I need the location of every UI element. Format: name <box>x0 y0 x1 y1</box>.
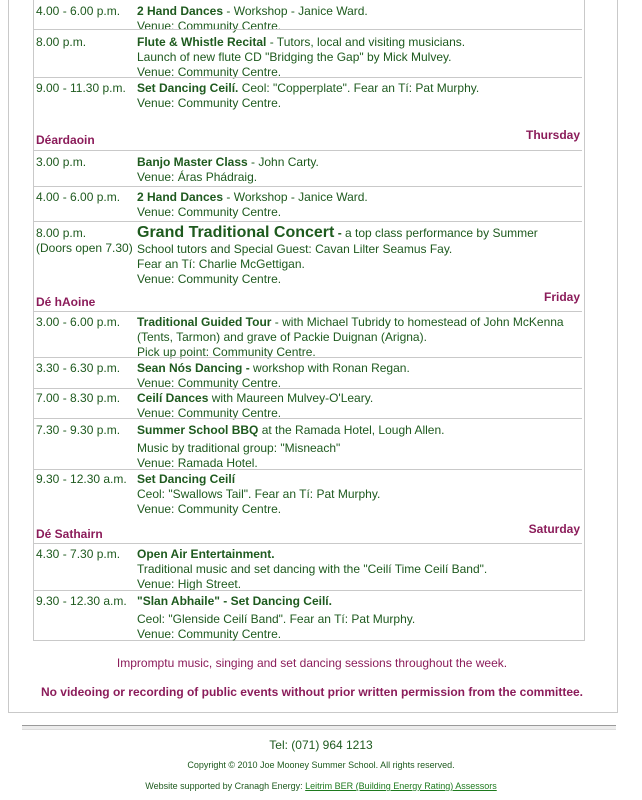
event-time: 3.00 p.m. <box>36 155 87 169</box>
event-detail: Ceol: "Copperplate". Fear an Tí: Pat Murphy. <box>238 81 480 95</box>
event-detail: - Workshop - Janice Ward. <box>223 190 368 204</box>
event-title: Summer School BBQ <box>137 423 259 437</box>
event-detail: - Tutors, local and visiting musicians. <box>266 35 466 49</box>
event-title: Set Dancing Ceilí. <box>137 81 239 95</box>
footer-rule <box>22 725 616 730</box>
footer-copyright: Copyright © 2010 Joe Mooney Summer School. All rights reserved. <box>187 760 455 770</box>
row-separator <box>34 357 582 358</box>
event-title: Set Dancing Ceilí <box>137 472 236 486</box>
event-time: 4.00 - 6.00 p.m. <box>36 190 121 204</box>
row-separator <box>34 311 582 312</box>
event-line: Pick up point: Community Centre. <box>137 345 316 359</box>
footer-support <box>0 781 642 791</box>
event-line: Venue: Community Centre. <box>137 406 282 420</box>
ber-assessors-link[interactable]: Leitrim BER (Building Energy Rating) Assessors <box>305 781 497 791</box>
event-line: School tutors and Special Guest: Cavan Lilter Seamus Fay. <box>137 242 453 256</box>
event-time: 9.00 - 11.30 p.m. <box>36 81 126 95</box>
event-title: Ceilí Dances <box>137 391 209 405</box>
event-line: Venue: Community Centre. <box>137 65 282 79</box>
event-time: 7.30 - 9.30 p.m. <box>36 423 121 437</box>
day-irish: Dé Sathairn <box>36 527 103 541</box>
event-line: Venue: Áras Phádraig. <box>137 170 258 184</box>
event-time: 8.00 p.m. <box>36 226 87 240</box>
event-line: Venue: Community Centre. <box>137 272 282 286</box>
event-title: Flute & Whistle Recital <box>137 35 267 49</box>
row-separator <box>34 590 582 591</box>
event-time: 8.00 p.m. <box>36 35 87 49</box>
event-time-note: (Doors open 7.30) <box>36 241 133 255</box>
event-detail: workshop with Ronan Regan. <box>249 361 410 375</box>
event-detail: - Workshop - Janice Ward. <box>223 4 368 18</box>
event-time: 7.00 - 8.30 p.m. <box>36 391 121 405</box>
footer-support-text: Website supported by Cranagh Energy: <box>145 781 306 791</box>
event-line: Ceol: "Swallows Tail". Fear an Tí: Pat Murphy. <box>137 487 381 501</box>
day-irish: Déardaoin <box>36 133 95 147</box>
event-title: "Slan Abhaile" - Set Dancing Ceilí. <box>137 594 332 608</box>
row-separator <box>34 543 582 544</box>
event-time: 9.30 - 12.30 a.m. <box>36 594 127 608</box>
row-separator <box>34 221 582 222</box>
footer-phone: Tel: (071) 964 1213 <box>269 738 373 752</box>
event-title: 2 Hand Dances <box>137 190 224 204</box>
event-line: Venue: Community Centre. <box>137 205 282 219</box>
row-separator <box>34 418 582 419</box>
event-time: 9.30 - 12.30 a.m. <box>36 472 127 486</box>
event-line: Venue: Ramada Hotel. <box>137 456 258 470</box>
event-detail: - John Carty. <box>247 155 319 169</box>
event-title: Banjo Master Class <box>137 155 248 169</box>
event-title: Traditional Guided Tour <box>137 315 272 329</box>
event-line: Launch of new flute CD "Bridging the Gap" by Mick Mulvey. <box>137 50 452 64</box>
event-time: 3.00 - 6.00 p.m. <box>36 315 121 329</box>
event-detail: a top class performance by Summer <box>341 226 538 240</box>
event-time: 4.30 - 7.30 p.m. <box>36 547 121 561</box>
event-title: 2 Hand Dances <box>137 4 224 18</box>
event-line: Venue: Community Centre. <box>137 376 282 390</box>
event-line: Venue: Community Centre. <box>137 96 282 110</box>
row-separator <box>34 29 582 30</box>
event-line: Venue: High Street. <box>137 577 242 591</box>
event-line: Ceol: "Glenside Ceilí Band". Fear an Tí: Pat Murphy. <box>137 612 416 626</box>
event-title: Sean Nós Dancing - <box>137 361 250 375</box>
event-line: Venue: Community Centre. <box>137 502 282 516</box>
event-line: Venue: Community Centre. <box>137 627 282 641</box>
row-separator <box>34 388 582 389</box>
row-separator <box>34 77 582 78</box>
day-irish: Dé hAoine <box>36 295 96 309</box>
sessions-notice: Impromptu music, singing and set dancing sessions throughout the week. <box>116 656 508 670</box>
day-english: Saturday <box>528 522 580 536</box>
row-separator <box>34 469 582 470</box>
event-title: Grand Traditional Concert <box>137 224 335 241</box>
event-line: Traditional music and set dancing with the "Ceilí Time Ceilí Band". <box>137 562 488 576</box>
event-detail: at the Ramada Hotel, Lough Allen. <box>258 423 445 437</box>
event-title-suffix: - <box>334 226 342 240</box>
recording-warning: No videoing or recording of public events without prior written permission from the committee. <box>40 685 584 699</box>
event-time: 3.30 - 6.30 p.m. <box>36 361 121 375</box>
day-english: Thursday <box>525 128 580 142</box>
event-line: Venue: Community Centre. <box>137 19 282 33</box>
event-title: Open Air Entertainment. <box>137 547 275 561</box>
event-line: Fear an Tí: Charlie McGettigan. <box>137 257 305 271</box>
event-line: Music by traditional group: "Misneach" <box>137 441 341 455</box>
event-time: 4.00 - 6.00 p.m. <box>36 4 121 18</box>
event-detail: with Maureen Mulvey-O'Leary. <box>208 391 374 405</box>
event-line: (Tents, Tarmon) and grave of Packie Duignan (Arigna). <box>137 330 427 344</box>
row-separator <box>34 186 582 187</box>
row-separator <box>34 150 582 151</box>
day-english: Friday <box>543 290 580 304</box>
event-detail: - with Michael Tubridy to homestead of John McKenna <box>271 315 564 329</box>
